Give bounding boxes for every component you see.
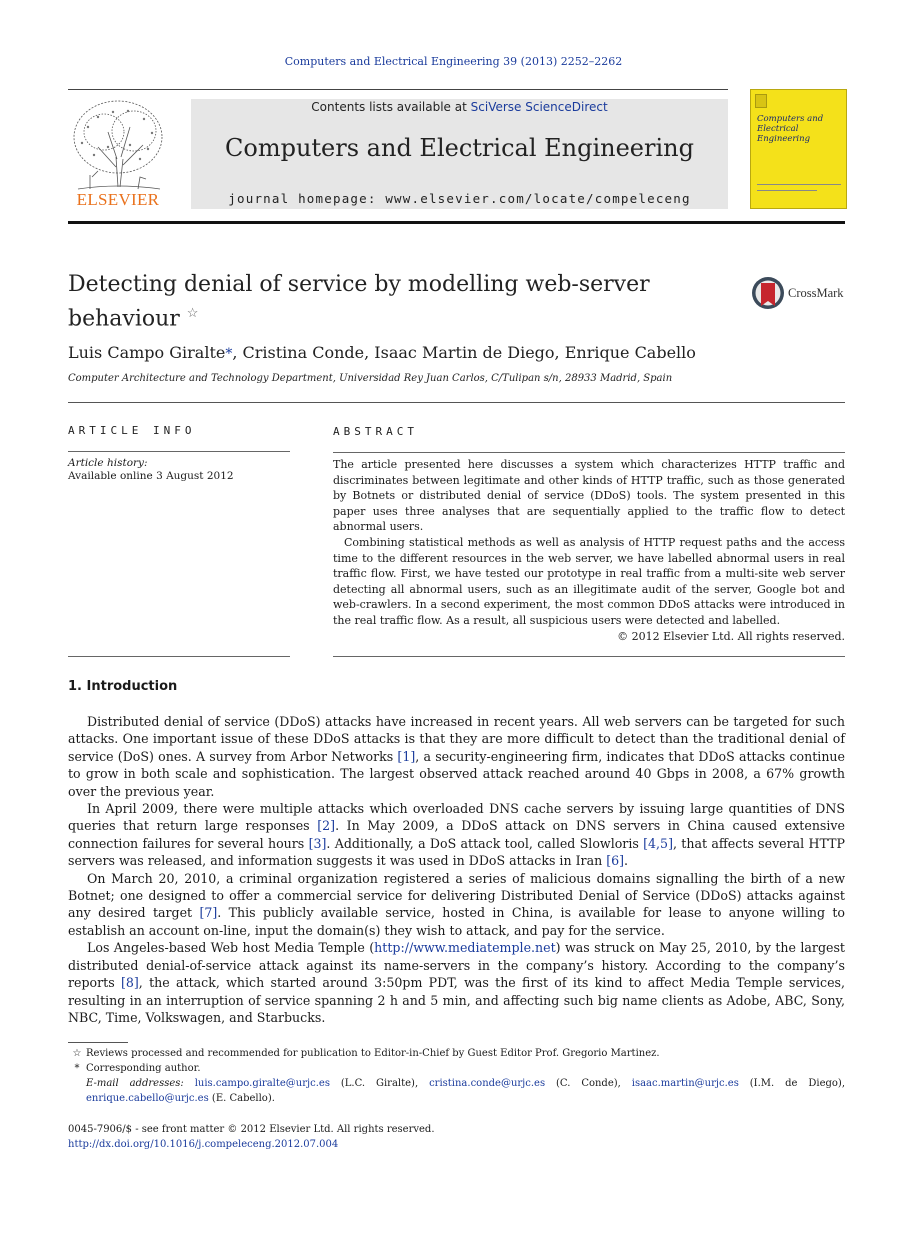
email-owner: (C. Conde), — [545, 1078, 632, 1089]
text-run: . In May 2009, a DDoS attack on DNS servers in China caused extensive connection failures for several hours — [68, 818, 845, 851]
email-label: E-mail addresses: — [86, 1078, 184, 1089]
journal-citation[interactable]: Computers and Electrical Engineering 39 (2013) 2252–2262 — [284, 55, 623, 68]
text-run: On March 20, 2010, a criminal organization registered a series of malicious domains signalling the birth of a new Botnet; one designed to offer a commercial service for delivering Distributed Denial of Service (DDoS) attacks against any desired target — [68, 870, 845, 921]
article-history-value: Available online 3 August 2012 — [68, 470, 234, 482]
text-run: Los Angeles-based Web host Media Temple ( — [87, 940, 375, 956]
article-info-bottom-rule — [68, 656, 290, 657]
text-run: . This publicly available service, hosted in China, is available for lease to anyone willing to establish an account on-line, input the domain(s) they wish to attack, and pay for the service. — [68, 905, 846, 938]
footnote-mark: * — [74, 1063, 80, 1074]
crossmark-label[interactable]: CrossMark — [788, 286, 844, 300]
email-link[interactable]: isaac.martin@urjc.es — [631, 1078, 739, 1089]
header-rule — [68, 89, 728, 90]
author-list — [68, 343, 828, 362]
introduction-body — [68, 713, 845, 1026]
body-paragraph — [68, 939, 845, 1026]
article-title — [68, 270, 668, 333]
cover-divider — [757, 184, 841, 185]
footnote-emails — [68, 1076, 845, 1106]
corresponding-author-mark[interactable]: * — [225, 346, 233, 362]
publisher-logo: ELSEVIER — [76, 190, 160, 209]
text-run: . — [624, 853, 629, 869]
title-line-1: Detecting denial of service by modelling web-server — [68, 272, 650, 297]
text-run: In April 2009, there were multiple attacks which overloaded DNS cache servers by issuing large quantities of DNS queries that return large responses — [68, 801, 845, 834]
cover-title: Computers and Electrical Engineering — [757, 114, 824, 144]
other-authors: , Cristina Conde, Isaac Martin de Diego, Enrique Cabello — [232, 343, 696, 362]
journal-name: Computers and Electrical Engineering — [225, 134, 694, 162]
journal-homepage[interactable]: journal homepage: www.elsevier.com/locate/compeleceng — [228, 191, 691, 206]
journal-cover-thumbnail[interactable] — [750, 89, 847, 209]
body-paragraph — [68, 800, 845, 870]
abstract-paragraph: The article presented here discusses a system which characterizes HTTP traffic and discriminates between legitimate and other kinds of HTTP traffic, such as those generated by Botnets or distributed denial of service (DDoS) tools. The system presented in this paper uses three analyses that are sequentially applied to the traffic flow to detect abnormal users. — [333, 458, 845, 534]
text-run: , a security-engineering firm, indicates that DDoS attacks continue to grow in both scale and sophistication. The largest observed attack reached around 40 Gbps in 2008, a 67% growth over the previous year. — [68, 748, 845, 799]
reference-link[interactable]: [7] — [199, 905, 218, 921]
text-run: , that affects several HTTP servers was released, and information suggests it was used in DDoS attacks in Iran — [68, 835, 845, 869]
footnote-corresponding — [68, 1061, 845, 1076]
email-owner: (L.C. Giralte), — [329, 1078, 430, 1089]
footnote-text: Reviews processed and recommended for publication to Editor-in-Chief by Guest Editor Prof. Gregorio Martinez. — [86, 1048, 660, 1059]
footnote-mark: ☆ — [72, 1048, 82, 1059]
author-1: Luis Campo Giralte — [68, 343, 226, 362]
text-run: . Additionally, a DoS attack tool, called Slowloris — [326, 835, 644, 851]
reference-link[interactable]: [2] — [317, 818, 336, 834]
body-paragraph — [68, 713, 845, 800]
abstract-copyright: © 2012 Elsevier Ltd. All rights reserved. — [617, 629, 845, 643]
abstract-body — [333, 457, 845, 644]
abstract-bottom-rule — [333, 656, 845, 657]
body-paragraph — [68, 870, 845, 940]
abstract-rule — [333, 452, 845, 453]
text-run: ) was struck on May 25, 2010, by the largest distributed denial-of-service attack against its name-servers in the company’s history. According to the company’s reports — [68, 940, 845, 991]
article-info-heading: ARTICLE INFO — [68, 424, 196, 437]
email-link[interactable]: cristina.conde@urjc.es — [429, 1078, 546, 1089]
cover-divider — [757, 190, 817, 191]
footnote-star — [68, 1046, 845, 1061]
email-owner: (I.M. de Diego), — [738, 1078, 846, 1089]
abstract-paragraph: Combining statistical methods as well as analysis of HTTP request paths and the access time to the different resources in the web server, we have labelled abnormal users in real traffic flow. First, we have tested our prototype in real traffic from a multi-site web server detecting all abnormal users, such as an illegitimate audit of the server, Google bot and web-crawlers. In a second experiment, the most common DDoS attacks were introduced in the real traffic flow. As a result, all suspicious users were detected and labelled. — [333, 535, 845, 627]
article-info-rule — [68, 451, 290, 452]
email-link[interactable]: luis.campo.giralte@urjc.es — [194, 1078, 330, 1089]
footnotes — [68, 1046, 845, 1106]
footnote-text: Corresponding author. — [86, 1063, 201, 1074]
url-link[interactable]: http://www.mediatemple.net — [374, 940, 556, 956]
contents-prefix: Contents lists available at — [311, 100, 471, 114]
reference-link[interactable]: [8] — [120, 975, 139, 991]
abstract-heading: ABSTRACT — [333, 425, 418, 438]
cover-emblem-icon — [755, 94, 767, 108]
email-link[interactable]: enrique.cabello@urjc.es — [86, 1093, 209, 1104]
doi-link[interactable]: http://dx.doi.org/10.1016/j.compeleceng.2012.07.004 — [68, 1139, 339, 1150]
title-footnote-star[interactable]: ☆ — [186, 306, 199, 321]
text-run: Distributed denial of service (DDoS) attacks have increased in recent years. All web servers can be targeted for such attacks. One important issue of these DDoS attacks is that they are more difficult to detect than the traditional denial of service (DoS) ones. A survey from Arbor Networks — [68, 714, 845, 764]
email-owner: (E. Cabello). — [208, 1093, 275, 1104]
reference-link[interactable]: [4,5] — [643, 835, 673, 851]
section-rule — [68, 402, 845, 403]
article-history-label: Article history: — [68, 457, 148, 469]
reference-link[interactable]: [3] — [308, 835, 327, 851]
sciencedirect-link[interactable]: SciVerse ScienceDirect — [470, 100, 608, 114]
affiliation: Computer Architecture and Technology Department, Universidad Rey Juan Carlos, C/Tulipan s/n, 28933 Madrid, Spain — [68, 373, 673, 384]
front-matter — [68, 1122, 435, 1152]
contents-line — [191, 100, 728, 114]
reference-link[interactable]: [1] — [397, 748, 416, 764]
text-run: , the attack, which started around 3:50pm PDT, was the first of its kind to affect Media Temple services, resulting in an interruption of service spanning 2 h and 5 min, and affecting such big name clients as Adobe, ABC, Sony, NBC, Time, Volkswagen, and Starbucks. — [68, 975, 845, 1025]
header-thick-rule — [68, 221, 845, 224]
front-matter-line: 0045-7906/$ - see front matter © 2012 Elsevier Ltd. All rights reserved. — [68, 1124, 435, 1135]
title-line-2: behaviour — [68, 306, 180, 332]
footnote-rule — [68, 1042, 128, 1043]
reference-link[interactable]: [6] — [606, 853, 625, 869]
section-heading-introduction: 1. Introduction — [68, 679, 178, 694]
